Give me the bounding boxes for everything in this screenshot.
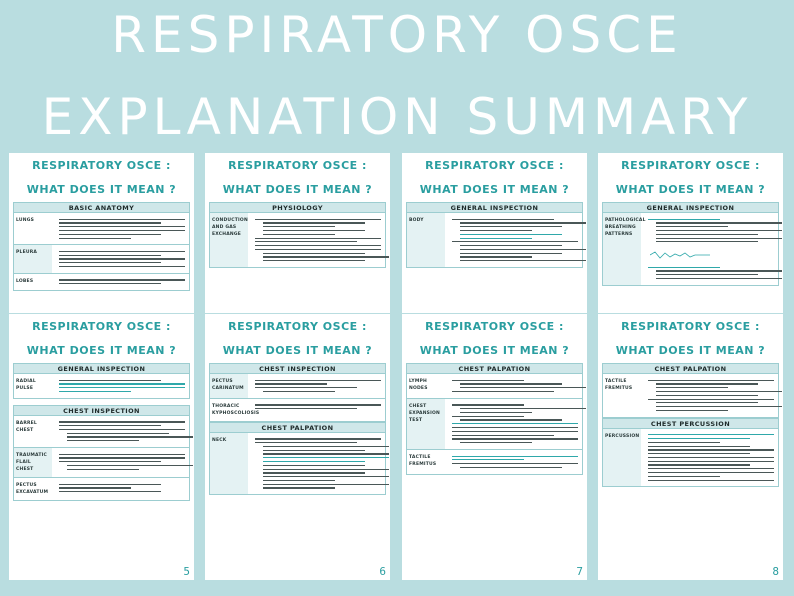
section-general-inspection <box>406 202 583 268</box>
section-header: BASIC ANATOMY <box>13 202 190 213</box>
section-header: PHYSIOLOGY <box>209 202 386 213</box>
page-title: RESPIRATORY OSCE : <box>425 159 564 172</box>
row-label: PERCUSSION <box>603 429 641 487</box>
table-row <box>602 213 779 286</box>
section-chest-inspection <box>209 363 386 422</box>
page-title: RESPIRATORY OSCE : <box>621 159 760 172</box>
table-row <box>13 245 190 274</box>
page-chest-inspection <box>9 314 194 580</box>
row-label: PLEURA <box>14 245 52 273</box>
table-row <box>406 374 583 399</box>
row-label: LUNGS <box>14 213 52 244</box>
breathing-wave-icon <box>650 251 710 259</box>
page-title: RESPIRATORY OSCE : <box>32 159 171 172</box>
row-label: LYMPH NODES <box>407 374 445 398</box>
row-label: BARREL CHEST <box>14 416 52 447</box>
page-subtitle: WHAT DOES IT MEAN ? <box>222 344 373 357</box>
table-row <box>602 429 779 488</box>
table-row <box>209 374 386 399</box>
section-chest-inspection <box>13 405 190 501</box>
page-number: 8 <box>772 565 779 578</box>
row-label: LOBES <box>14 274 52 290</box>
page-subtitle: WHAT DOES IT MEAN ? <box>615 344 766 357</box>
main-title-line-2: EXPLANATION SUMMARY <box>41 88 753 146</box>
section-chest-palpation <box>209 422 386 496</box>
section-general-inspection <box>602 202 779 286</box>
page-subtitle: WHAT DOES IT MEAN ? <box>26 344 177 357</box>
page-subtitle: WHAT DOES IT MEAN ? <box>222 183 373 196</box>
table-row <box>13 374 190 399</box>
page-subtitle: WHAT DOES IT MEAN ? <box>615 183 766 196</box>
table-row <box>406 399 583 450</box>
page-title: RESPIRATORY OSCE : <box>228 159 367 172</box>
page-subtitle: WHAT DOES IT MEAN ? <box>419 344 570 357</box>
section-general-inspection <box>13 363 190 399</box>
table-row <box>13 416 190 448</box>
section-chest-palpation <box>602 363 779 418</box>
table-row <box>209 433 386 496</box>
section-chest-percussion <box>602 418 779 488</box>
row-label: PECTUS CARINATUM <box>210 374 248 398</box>
row-label: NECK <box>210 433 248 495</box>
row-label: TACTILE FREMITUS <box>603 374 641 417</box>
page-basic-anatomy <box>9 153 194 313</box>
row-label: PECTUS EXCAVATUM <box>14 478 52 500</box>
table-row <box>406 213 583 268</box>
page-physiology <box>205 153 390 313</box>
page-title: RESPIRATORY OSCE : <box>621 320 760 333</box>
page-number: 7 <box>576 565 583 578</box>
main-title-line-1: RESPIRATORY OSCE <box>111 6 683 64</box>
row-label: RADIAL PULSE <box>14 374 52 398</box>
table-row <box>13 448 190 478</box>
row-label: BODY <box>407 213 445 267</box>
section-chest-palpation <box>406 363 583 475</box>
row-label: TRAUMATIC FLAIL CHEST <box>14 448 52 477</box>
section-header: CHEST PERCUSSION <box>602 418 779 429</box>
row-label: PATHOLOGICAL BREATHING PATTERNS <box>603 213 641 285</box>
section-physiology <box>209 202 386 268</box>
page-chest-percussion <box>598 314 783 580</box>
section-header: CHEST PALPATION <box>209 422 386 433</box>
page-breathing-patterns <box>598 153 783 313</box>
table-row <box>209 213 386 268</box>
row-label: THORACIC KYPHOSCOLIOSIS <box>210 399 248 421</box>
row-label: CONDUCTION AND GAS EXCHANGE <box>210 213 248 267</box>
section-header: CHEST INSPECTION <box>209 363 386 374</box>
page-number: 6 <box>379 565 386 578</box>
section-header: CHEST PALPATION <box>602 363 779 374</box>
page-title: RESPIRATORY OSCE : <box>32 320 171 333</box>
section-header: GENERAL INSPECTION <box>406 202 583 213</box>
page-general-inspection-body <box>402 153 587 313</box>
table-row <box>209 399 386 422</box>
table-row <box>602 374 779 418</box>
table-row <box>13 478 190 501</box>
page-chest-palpation-neck <box>205 314 390 580</box>
page-title: RESPIRATORY OSCE : <box>228 320 367 333</box>
section-header: GENERAL INSPECTION <box>13 363 190 374</box>
section-header: CHEST INSPECTION <box>13 405 190 416</box>
page-chest-palpation <box>402 314 587 580</box>
page-number: 5 <box>183 565 190 578</box>
section-header: CHEST PALPATION <box>406 363 583 374</box>
page-title: RESPIRATORY OSCE : <box>425 320 564 333</box>
page-subtitle: WHAT DOES IT MEAN ? <box>26 183 177 196</box>
section-basic-anatomy <box>13 202 190 291</box>
page-subtitle: WHAT DOES IT MEAN ? <box>419 183 570 196</box>
table-row <box>406 450 583 475</box>
table-row <box>13 274 190 291</box>
section-header: GENERAL INSPECTION <box>602 202 779 213</box>
row-label: TACTILE FREMITUS <box>407 450 445 474</box>
table-row <box>13 213 190 245</box>
row-label: CHEST EXPANSION TEST <box>407 399 445 449</box>
